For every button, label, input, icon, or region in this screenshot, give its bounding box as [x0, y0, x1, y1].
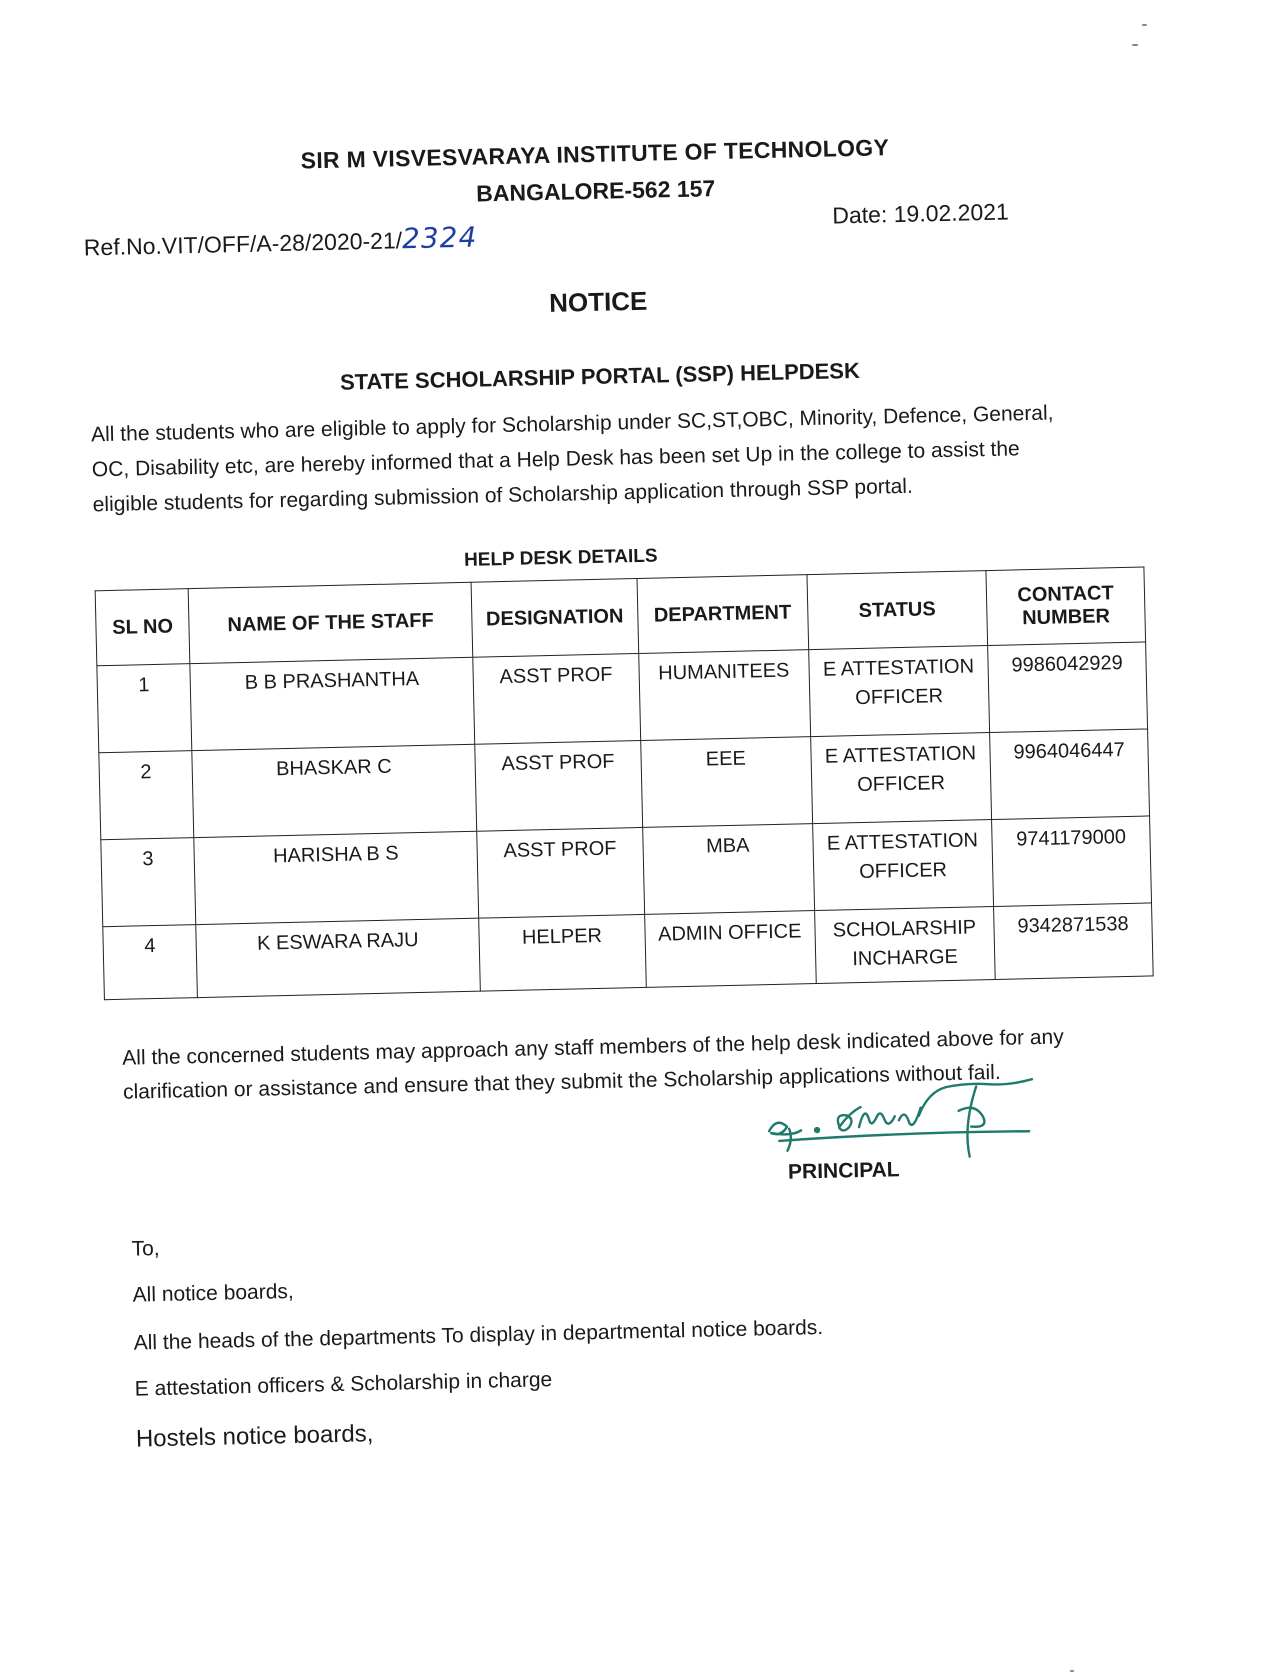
- notice-title: NOTICE: [548, 285, 648, 318]
- cell-name: BHASKAR C: [192, 744, 477, 837]
- header-designation: DESIGNATION: [471, 579, 638, 658]
- notice-subject: STATE SCHOLARSHIP PORTAL (SSP) HELPDESK: [339, 357, 861, 395]
- cell-status: E ATTESTATION OFFICER: [810, 733, 991, 824]
- cell-name: HARISHA B S: [194, 831, 479, 924]
- header-contact-number: CONTACT NUMBER: [986, 567, 1146, 646]
- cell-contact: 9741179000: [992, 816, 1152, 907]
- signature-scribble-icon: [758, 1073, 1040, 1169]
- header-department: DEPARTMENT: [637, 575, 809, 654]
- cell-designation: ASST PROF: [475, 740, 643, 831]
- cell-sl: 1: [97, 664, 192, 753]
- cell-status: E ATTESTATION OFFICER: [808, 646, 989, 737]
- cell-sl: 2: [99, 751, 194, 840]
- header-sl-no: SL NO: [95, 589, 190, 666]
- signatory-title: PRINCIPAL: [787, 1158, 900, 1184]
- scan-speck: [1132, 44, 1138, 46]
- cell-status: E ATTESTATION OFFICER: [812, 820, 993, 911]
- cell-department: ADMIN OFFICE: [644, 911, 816, 988]
- distribution-line: E attestation officers & Scholarship in charge: [134, 1368, 553, 1401]
- notice-date: Date: 19.02.2021: [832, 198, 1010, 229]
- cell-department: HUMANITEES: [638, 650, 810, 741]
- reference-number: [83, 221, 477, 263]
- cell-contact: 9986042929: [988, 642, 1148, 733]
- table-title: HELP DESK DETAILS: [463, 545, 658, 571]
- cell-status: SCHOLARSHIP INCHARGE: [814, 906, 995, 983]
- reference-prefix: Ref.No.VIT/OFF/A-28/2020-21/: [83, 227, 403, 261]
- cell-sl: 4: [103, 925, 198, 1000]
- help-desk-table: [95, 566, 1154, 1000]
- cell-designation: ASST PROF: [473, 653, 641, 744]
- cell-contact: 9342871538: [994, 903, 1154, 980]
- cell-department: MBA: [642, 824, 814, 915]
- institute-name: SIR M VISVESVARAYA INSTITUTE OF TECHNOLOGY: [300, 134, 890, 174]
- reference-handwritten-number: 2324: [401, 220, 478, 256]
- cell-contact: 9964046447: [990, 729, 1150, 820]
- cell-department: EEE: [640, 737, 812, 828]
- institute-address: BANGALORE-562 157: [475, 175, 716, 207]
- distribution-line: All notice boards,: [132, 1279, 294, 1307]
- distribution-line: All the heads of the departments To display in departmental notice boards.: [133, 1315, 824, 1355]
- header-name: NAME OF THE STAFF: [188, 582, 472, 663]
- intro-paragraph: All the students who are eligible to apply for Scholarship under SC,ST,OBC, Minority, Defence, General, OC, Disability etc, are hereby informed that a Help Desk has been set Up in the college to assist the eligible students for regarding submission of Scholarship application through SSP portal.: [90, 401, 1054, 517]
- distribution-to: To,: [131, 1237, 160, 1261]
- cell-designation: HELPER: [479, 914, 646, 991]
- header-status: STATUS: [807, 571, 988, 650]
- cell-sl: 3: [101, 838, 196, 927]
- cell-designation: ASST PROF: [477, 827, 645, 918]
- cell-name: K ESWARA RAJU: [196, 918, 480, 997]
- distribution-line: Hostels notice boards,: [135, 1420, 374, 1453]
- cell-name: B B PRASHANTHA: [190, 657, 475, 750]
- closing-paragraph: All the concerned students may approach any staff members of the help desk indicated above for any clarification or assistance and ensure that they submit the Scholarship applications without fail.: [122, 1025, 1064, 1104]
- scan-speck: [1142, 24, 1147, 26]
